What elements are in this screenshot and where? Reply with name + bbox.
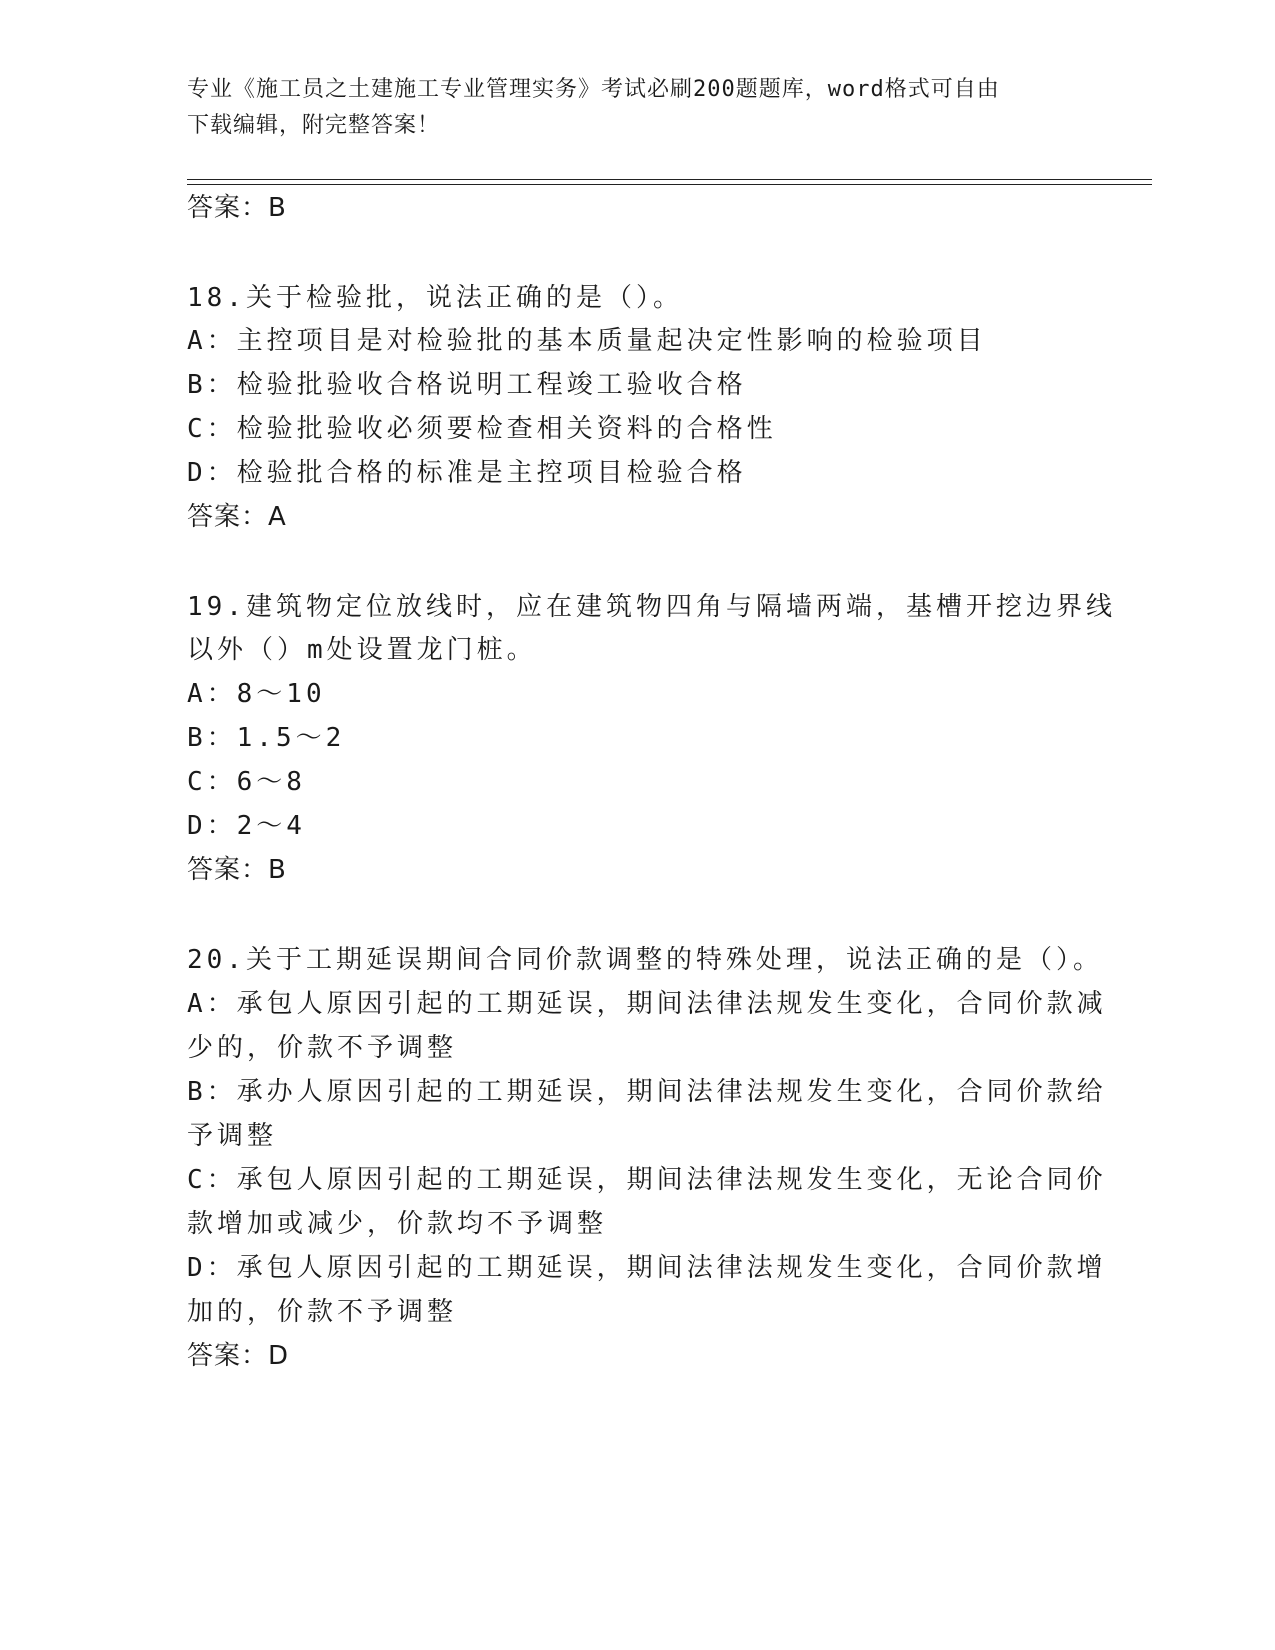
header-rule-top: [187, 179, 1152, 180]
question-19-option-d: D：2～4: [187, 811, 306, 841]
previous-answer: 答案：B: [187, 193, 287, 223]
header-rule-bottom: [187, 184, 1152, 185]
question-18-stem: 18.关于检验批，说法正确的是（）。: [187, 283, 683, 313]
question-19-option-a: A：8～10: [187, 679, 326, 709]
question-19-option-c: C：6～8: [187, 767, 306, 797]
question-20-option-b-line-2: 予调整: [187, 1121, 278, 1151]
question-19-stem-line-1: 19.建筑物定位放线时，应在建筑物四角与隔墙两端，基槽开挖边界线: [187, 592, 1116, 622]
question-18-option-b: B：检验批验收合格说明工程竣工验收合格: [187, 370, 747, 400]
question-19-answer: 答案：B: [187, 855, 287, 885]
header-line-1: 专业《施工员之土建施工专业管理实务》考试必刷200题题库，word格式可自由: [187, 77, 1000, 102]
question-18-option-a: A：主控项目是对检验批的基本质量起决定性影响的检验项目: [187, 326, 987, 356]
question-18-answer: 答案：A: [187, 502, 287, 532]
question-19-option-b: B：1.5～2: [187, 723, 346, 753]
question-20-option-c-line-2: 款增加或减少，价款均不予调整: [187, 1209, 608, 1239]
question-20-option-a-line-2: 少的，价款不予调整: [187, 1033, 458, 1063]
question-20-option-b-line-1: B：承办人原因引起的工期延误，期间法律法规发生变化，合同价款给: [187, 1077, 1107, 1107]
question-20-option-c-line-1: C：承包人原因引起的工期延误，期间法律法规发生变化，无论合同价: [187, 1165, 1107, 1195]
header-line-2: 下载编辑，附完整答案！: [187, 113, 441, 138]
question-18-option-c: C：检验批验收必须要检查相关资料的合格性: [187, 414, 777, 444]
question-20-option-d-line-2: 加的，价款不予调整: [187, 1297, 458, 1327]
question-20-stem: 20.关于工期延误期间合同价款调整的特殊处理，说法正确的是（）。: [187, 945, 1103, 975]
question-20-option-a-line-1: A：承包人原因引起的工期延误，期间法律法规发生变化，合同价款减: [187, 989, 1107, 1019]
question-19-stem-line-2: 以外（）m处设置龙门桩。: [187, 635, 537, 665]
document-header: [187, 72, 1067, 144]
question-18-option-d: D：检验批合格的标准是主控项目检验合格: [187, 458, 747, 488]
question-20-option-d-line-1: D：承包人原因引起的工期延误，期间法律法规发生变化，合同价款增: [187, 1253, 1107, 1283]
question-20-answer: 答案：D: [187, 1341, 290, 1371]
